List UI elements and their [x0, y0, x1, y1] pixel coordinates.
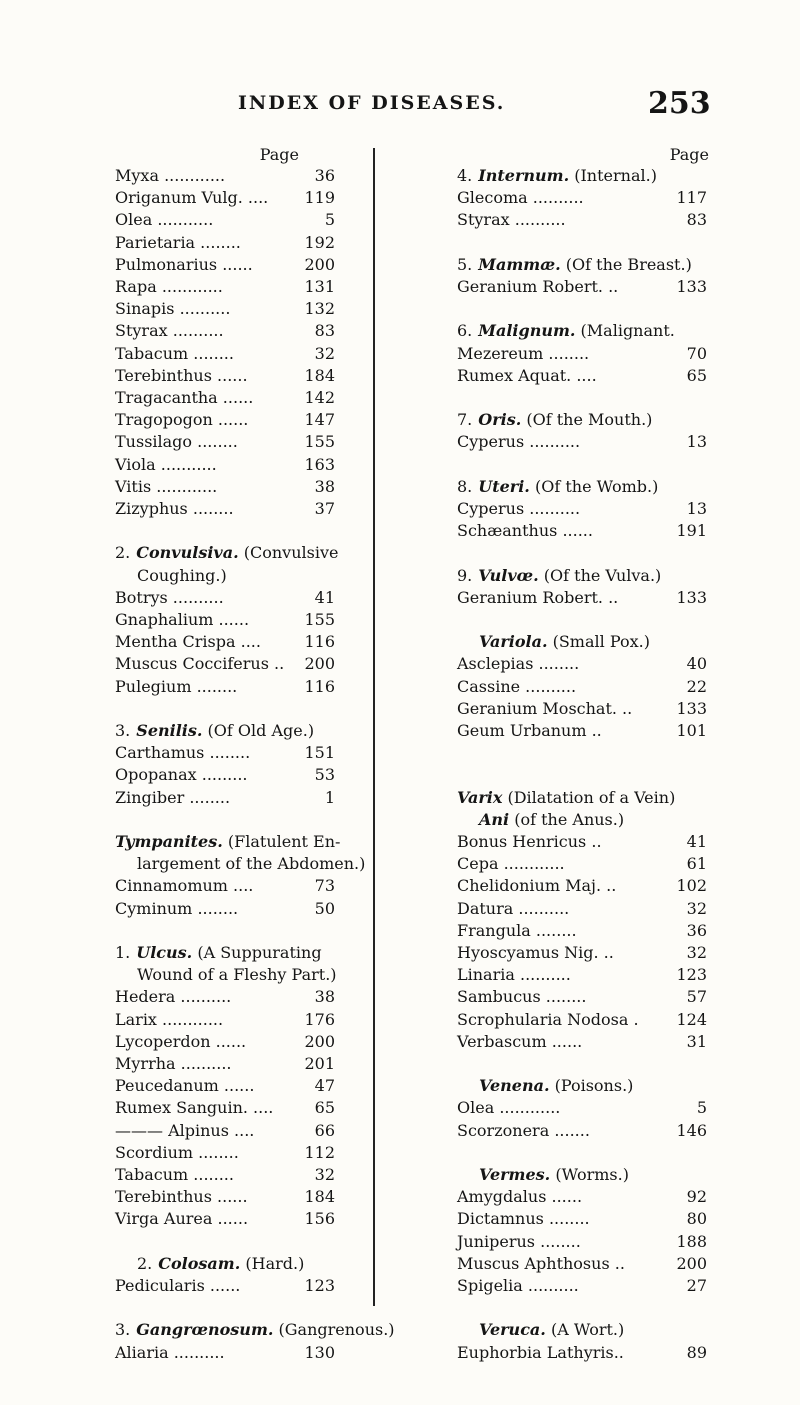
index-entry: [115, 1121, 335, 1143]
entry-name: Frangula ........: [457, 920, 577, 940]
column-divider: [373, 148, 375, 1306]
entry-name: Euphorbia Lathyris..: [457, 1342, 624, 1362]
heading-title: Gangrœnosum.: [136, 1320, 274, 1340]
entry-page: 41: [314, 587, 335, 607]
entry-name: Tussilago ........: [115, 432, 238, 452]
index-entry: [457, 210, 707, 232]
entry-page: 57: [686, 987, 707, 1007]
index-entry: [457, 854, 707, 876]
index-entry: [457, 1276, 707, 1298]
disease-heading: [457, 321, 675, 343]
entry-page: 132: [304, 299, 335, 319]
entry-name: Gnaphalium ......: [115, 610, 250, 629]
page-header: [0, 86, 800, 122]
entry-page: 61: [686, 854, 707, 874]
index-entry: [115, 210, 335, 232]
heading-number: 9.: [457, 565, 473, 585]
index-entry: [115, 654, 335, 676]
heading-title: Vermes.: [479, 1165, 551, 1184]
entry-page: 133: [676, 277, 707, 296]
entry-name: Myxa ............: [115, 166, 226, 185]
index-entry: [457, 277, 707, 299]
entry-name: Chelidonium Maj. ..: [457, 876, 617, 896]
heading-description: (A Suppurating: [192, 943, 322, 962]
entry-name: Verbascum ......: [457, 1031, 583, 1051]
entry-page: 123: [676, 965, 707, 985]
entry-page: 133: [676, 698, 707, 718]
entry-page: 200: [304, 254, 335, 274]
page-title: INDEX OF DISEASES.: [238, 92, 506, 114]
index-entry: [457, 344, 707, 366]
entry-name: Scorzonera .......: [457, 1120, 590, 1140]
entry-name: Botrys ..........: [115, 587, 224, 607]
entry-page: 155: [304, 610, 335, 629]
heading-title: Mammæ.: [478, 254, 561, 274]
entry-page: 176: [304, 1009, 335, 1029]
entry-name: Viola ...........: [115, 454, 217, 474]
heading-title: Convulsiva.: [136, 543, 239, 563]
index-entry: [115, 277, 335, 299]
index-entry: [457, 677, 707, 699]
entry-page: 117: [676, 188, 707, 208]
entry-page: 92: [686, 1187, 707, 1207]
entry-page: 32: [314, 1165, 335, 1184]
entry-page: 200: [676, 1253, 707, 1273]
index-entry: [115, 255, 335, 277]
disease-heading: [137, 1254, 304, 1276]
index-entry: [115, 1032, 335, 1054]
index-entry: [115, 321, 335, 343]
index-entry: [457, 699, 707, 721]
heading-title: Uteri.: [478, 476, 530, 496]
index-entry: [457, 987, 707, 1009]
disease-heading: [115, 543, 338, 565]
heading-description: (Malignant.: [575, 321, 675, 341]
entry-name: Opopanax .........: [115, 765, 248, 785]
heading-number: 4.: [457, 166, 473, 185]
heading-continuation: largement of the Abdomen.): [137, 854, 366, 874]
entry-page: 22: [686, 676, 707, 696]
entry-page: 184: [304, 1187, 335, 1207]
index-entry: [457, 1343, 707, 1365]
entry-page: 155: [304, 432, 335, 452]
entry-name: Tabacum ........: [115, 1165, 234, 1184]
index-entry: [457, 432, 707, 454]
index-entry: [115, 455, 335, 477]
entry-name: Rapa ............: [115, 277, 223, 296]
entry-page: 188: [676, 1231, 707, 1251]
entry-page: 5: [324, 210, 335, 230]
entry-name: Mentha Crispa ....: [115, 632, 261, 652]
heading-description: (Of the Mouth.): [521, 410, 653, 430]
index-entry: [115, 166, 335, 188]
entry-name: Cyperus ..........: [457, 432, 581, 452]
disease-heading: [457, 566, 661, 588]
entry-name: Tragacantha ......: [115, 388, 254, 407]
entry-page: 123: [304, 1276, 335, 1295]
entry-name: Asclepias ........: [457, 654, 580, 674]
entry-name: Parietaria ........: [115, 232, 241, 252]
entry-page: 80: [686, 1209, 707, 1229]
entry-page: 200: [304, 1031, 335, 1051]
entry-name: Lycoperdon ......: [115, 1031, 247, 1051]
index-entry: [457, 499, 707, 521]
entry-name: Pulmonarius ......: [115, 254, 253, 274]
entry-name: Zizyphus ........: [115, 499, 234, 518]
entry-page: 32: [314, 343, 335, 363]
index-entry: [457, 654, 707, 676]
disease-heading: [479, 810, 624, 832]
entry-page: 192: [304, 232, 335, 252]
index-entry: [457, 521, 707, 543]
index-entry: [115, 366, 335, 388]
index-entry: [457, 1098, 707, 1120]
index-entry: [115, 899, 335, 921]
entry-page: 37: [314, 499, 335, 518]
disease-heading: [479, 632, 650, 654]
index-entry: [457, 1032, 707, 1054]
index-entry: [115, 233, 335, 255]
entry-name: Cepa ............: [457, 854, 565, 874]
entry-name: Peucedanum ......: [115, 1076, 255, 1096]
index-entry: [457, 721, 707, 743]
entry-name: Pulegium ........: [115, 676, 238, 696]
entry-page: 65: [314, 1098, 335, 1118]
entry-page: 70: [686, 343, 707, 363]
entry-name: ——— Alpinus ....: [115, 1120, 255, 1140]
entry-page: 124: [676, 1009, 707, 1029]
entry-name: Mezereum ........: [457, 343, 590, 363]
index-entry: [457, 1209, 707, 1231]
index-entry: [115, 1143, 335, 1165]
heading-description: (Of the Vulva.): [538, 565, 662, 585]
heading-continuation: Coughing.): [137, 565, 227, 585]
entry-name: Larix ............: [115, 1009, 224, 1029]
entry-page: 184: [304, 365, 335, 385]
page-column-label: Page: [259, 145, 299, 164]
index-entry: [115, 1098, 335, 1120]
entry-name: Geum Urbanum ..: [457, 721, 602, 740]
entry-name: Muscus Cocciferus ..: [115, 654, 285, 674]
entry-name: Olea ............: [457, 1098, 561, 1118]
index-entry: [115, 410, 335, 432]
heading-title: Senilis.: [136, 721, 203, 740]
index-entry: [457, 588, 707, 610]
entry-page: 66: [314, 1120, 335, 1140]
heading-title: Ani: [479, 809, 510, 829]
index-entry: [115, 987, 335, 1009]
entry-page: 73: [314, 876, 335, 896]
index-entry: [457, 943, 707, 965]
entry-name: Olea ...........: [115, 210, 214, 230]
entry-name: Styrax ..........: [115, 321, 224, 341]
heading-number: 7.: [457, 410, 473, 430]
index-entry: [115, 588, 335, 610]
heading-description: (Worms.): [550, 1165, 629, 1184]
index-entry: [115, 1076, 335, 1098]
heading-number: 5.: [457, 254, 473, 274]
entry-name: Bonus Henricus ..: [457, 832, 602, 851]
disease-heading: [479, 1076, 633, 1098]
heading-title: Malignum.: [478, 321, 576, 341]
index-entry: [115, 477, 335, 499]
entry-page: 131: [304, 277, 335, 296]
index-entry: [457, 899, 707, 921]
index-entry: [457, 1010, 707, 1032]
index-entry: [115, 1343, 335, 1365]
entry-name: Geranium Robert. ..: [457, 587, 619, 607]
entry-page: 13: [686, 499, 707, 518]
entry-page: 32: [686, 943, 707, 962]
disease-heading: [115, 943, 322, 965]
disease-heading: [457, 255, 692, 277]
heading-number: 2.: [115, 543, 131, 563]
entry-page: 101: [676, 721, 707, 740]
heading-title: Venena.: [479, 1076, 550, 1096]
entry-page: 191: [676, 521, 707, 541]
disease-heading: [115, 1320, 395, 1342]
entry-name: Hyoscyamus Nig. ..: [457, 943, 614, 962]
index-entry: [115, 788, 335, 810]
entry-page: 38: [314, 987, 335, 1007]
entry-page: 119: [304, 188, 335, 208]
entry-name: Tragopogon ......: [115, 410, 249, 430]
heading-number: 3.: [115, 721, 131, 740]
heading-number: 1.: [115, 943, 131, 962]
index-entry: [115, 432, 335, 454]
entry-page: 83: [686, 210, 707, 230]
entry-name: Aliaria ..........: [115, 1342, 225, 1362]
entry-page: 130: [304, 1342, 335, 1362]
heading-description: (Hard.): [240, 1253, 305, 1273]
index-entry: [115, 499, 335, 521]
entry-name: Tabacum ........: [115, 343, 234, 363]
entry-name: Glecoma ..........: [457, 188, 584, 208]
index-entry: [115, 743, 335, 765]
entry-name: Rumex Sanguin. ....: [115, 1098, 274, 1118]
entry-name: Schæanthus ......: [457, 521, 593, 541]
entry-name: Sinapis ..........: [115, 299, 231, 319]
heading-description: (Convulsive: [238, 543, 339, 563]
entry-page: 156: [304, 1209, 335, 1229]
entry-name: Amygdalus ......: [457, 1187, 583, 1207]
entry-name: Carthamus ........: [115, 743, 251, 763]
index-entry: [115, 876, 335, 898]
disease-heading: [479, 1320, 624, 1342]
index-entry: [115, 677, 335, 699]
index-entry: [115, 1010, 335, 1032]
index-entry: [115, 188, 335, 210]
entry-name: Geranium Robert. ..: [457, 277, 619, 296]
entry-page: 5: [696, 1098, 707, 1118]
heading-title: Ulcus.: [136, 943, 193, 962]
heading-description: (Of Old Age.): [202, 721, 315, 740]
heading-description: (Dilatation of a Vein): [502, 787, 676, 807]
heading-description: (Poisons.): [549, 1076, 634, 1096]
heading-description: (A Wort.): [545, 1320, 625, 1340]
heading-title: Vulvœ.: [478, 565, 539, 585]
index-entry: [115, 344, 335, 366]
index-entry: [115, 632, 335, 654]
entry-name: Vitis ............: [115, 476, 218, 496]
heading-title: Colosam.: [158, 1253, 241, 1273]
entry-page: 47: [314, 1076, 335, 1096]
entry-name: Cyperus ..........: [457, 499, 581, 518]
heading-number: 8.: [457, 476, 473, 496]
entry-page: 32: [686, 898, 707, 918]
heading-title: Veruca.: [479, 1320, 546, 1340]
disease-heading: [457, 788, 675, 810]
entry-name: Terebinthus ......: [115, 365, 248, 385]
heading-number: 3.: [115, 1320, 131, 1340]
entry-page: 36: [314, 166, 335, 185]
index-entry: [457, 965, 707, 987]
entry-page: 151: [304, 743, 335, 763]
entry-name: Pedicularis ......: [115, 1276, 241, 1295]
page-number: 253: [648, 86, 711, 121]
heading-title: Variola.: [479, 632, 548, 652]
disease-heading: [479, 1165, 629, 1187]
disease-heading: [115, 832, 340, 854]
heading-title: Varix: [457, 787, 503, 807]
entry-name: Dictamnus ........: [457, 1209, 590, 1229]
disease-heading: [457, 410, 652, 432]
entry-name: Virga Aurea ......: [115, 1209, 249, 1229]
entry-page: 200: [304, 654, 335, 674]
entry-name: Linaria ..........: [457, 965, 571, 985]
index-entry: [457, 188, 707, 210]
entry-name: Rumex Aquat. ....: [457, 365, 597, 385]
disease-heading: [115, 721, 314, 743]
index-entry: [115, 388, 335, 410]
entry-name: Zingiber ........: [115, 787, 231, 807]
index-entry: [457, 1232, 707, 1254]
entry-name: Spigelia ..........: [457, 1276, 579, 1295]
entry-name: Hedera ..........: [115, 987, 232, 1007]
heading-description: (Small Pox.): [547, 632, 650, 652]
entry-page: 65: [686, 365, 707, 385]
entry-page: 146: [676, 1120, 707, 1140]
entry-page: 112: [304, 1142, 335, 1162]
index-entry: [457, 1121, 707, 1143]
heading-number: 2.: [137, 1253, 153, 1273]
entry-page: 133: [676, 587, 707, 607]
entry-name: Sambucus ........: [457, 987, 587, 1007]
entry-page: 38: [314, 476, 335, 496]
entry-name: Myrrha ..........: [115, 1054, 232, 1073]
entry-name: Origanum Vulg. ....: [115, 188, 269, 208]
entry-page: 31: [686, 1031, 707, 1051]
entry-page: 89: [686, 1342, 707, 1362]
heading-title: Oris.: [478, 410, 522, 430]
heading-number: 6.: [457, 321, 473, 341]
entry-name: Muscus Aphthosus ..: [457, 1253, 625, 1273]
entry-page: 147: [304, 410, 335, 430]
heading-title: Tympanites.: [115, 832, 223, 851]
index-entry: [115, 610, 335, 632]
index-entry: [115, 299, 335, 321]
index-entry: [115, 1187, 335, 1209]
entry-name: Cyminum ........: [115, 898, 239, 918]
entry-name: Datura ..........: [457, 898, 570, 918]
entry-page: 201: [304, 1054, 335, 1073]
index-entry: [115, 1165, 335, 1187]
entry-name: Styrax ..........: [457, 210, 566, 230]
entry-page: 27: [686, 1276, 707, 1295]
disease-heading: [457, 477, 658, 499]
entry-name: Scrophularia Nodosa .: [457, 1009, 639, 1029]
page-column-label: Page: [669, 145, 709, 164]
heading-description: (of the Anus.): [509, 809, 625, 829]
index-entry: [457, 366, 707, 388]
heading-description: (Gangrenous.): [273, 1320, 395, 1340]
heading-continuation: Wound of a Fleshy Part.): [137, 965, 337, 985]
disease-heading: [457, 166, 657, 188]
heading-description: (Of the Womb.): [529, 476, 659, 496]
entry-page: 163: [304, 454, 335, 474]
index-entry: [115, 1209, 335, 1231]
entry-page: 116: [304, 676, 335, 696]
index-entry: [115, 765, 335, 787]
entry-name: Cassine ..........: [457, 676, 577, 696]
entry-name: Juniperus ........: [457, 1231, 581, 1251]
entry-page: 50: [314, 898, 335, 918]
entry-page: 83: [314, 321, 335, 341]
entry-page: 40: [686, 654, 707, 674]
heading-description: (Flatulent En-: [222, 832, 341, 851]
index-entry: [115, 1276, 335, 1298]
entry-name: Cinnamomum ....: [115, 876, 254, 896]
heading-title: Internum.: [478, 166, 570, 185]
index-entry: [115, 1054, 335, 1076]
entry-page: 142: [304, 388, 335, 407]
entry-page: 102: [676, 876, 707, 896]
entry-page: 1: [324, 787, 335, 807]
entry-name: Scordium ........: [115, 1142, 239, 1162]
heading-description: (Of the Breast.): [560, 254, 692, 274]
entry-page: 116: [304, 632, 335, 652]
entry-page: 13: [686, 432, 707, 452]
heading-description: (Internal.): [569, 166, 657, 185]
entry-name: Terebinthus ......: [115, 1187, 248, 1207]
index-entry: [457, 1254, 707, 1276]
entry-page: 36: [686, 920, 707, 940]
index-entry: [457, 1187, 707, 1209]
entry-page: 41: [686, 832, 707, 851]
entry-page: 53: [314, 765, 335, 785]
index-entry: [457, 921, 707, 943]
index-entry: [457, 876, 707, 898]
entry-name: Geranium Moschat. ..: [457, 698, 633, 718]
index-entry: [457, 832, 707, 854]
